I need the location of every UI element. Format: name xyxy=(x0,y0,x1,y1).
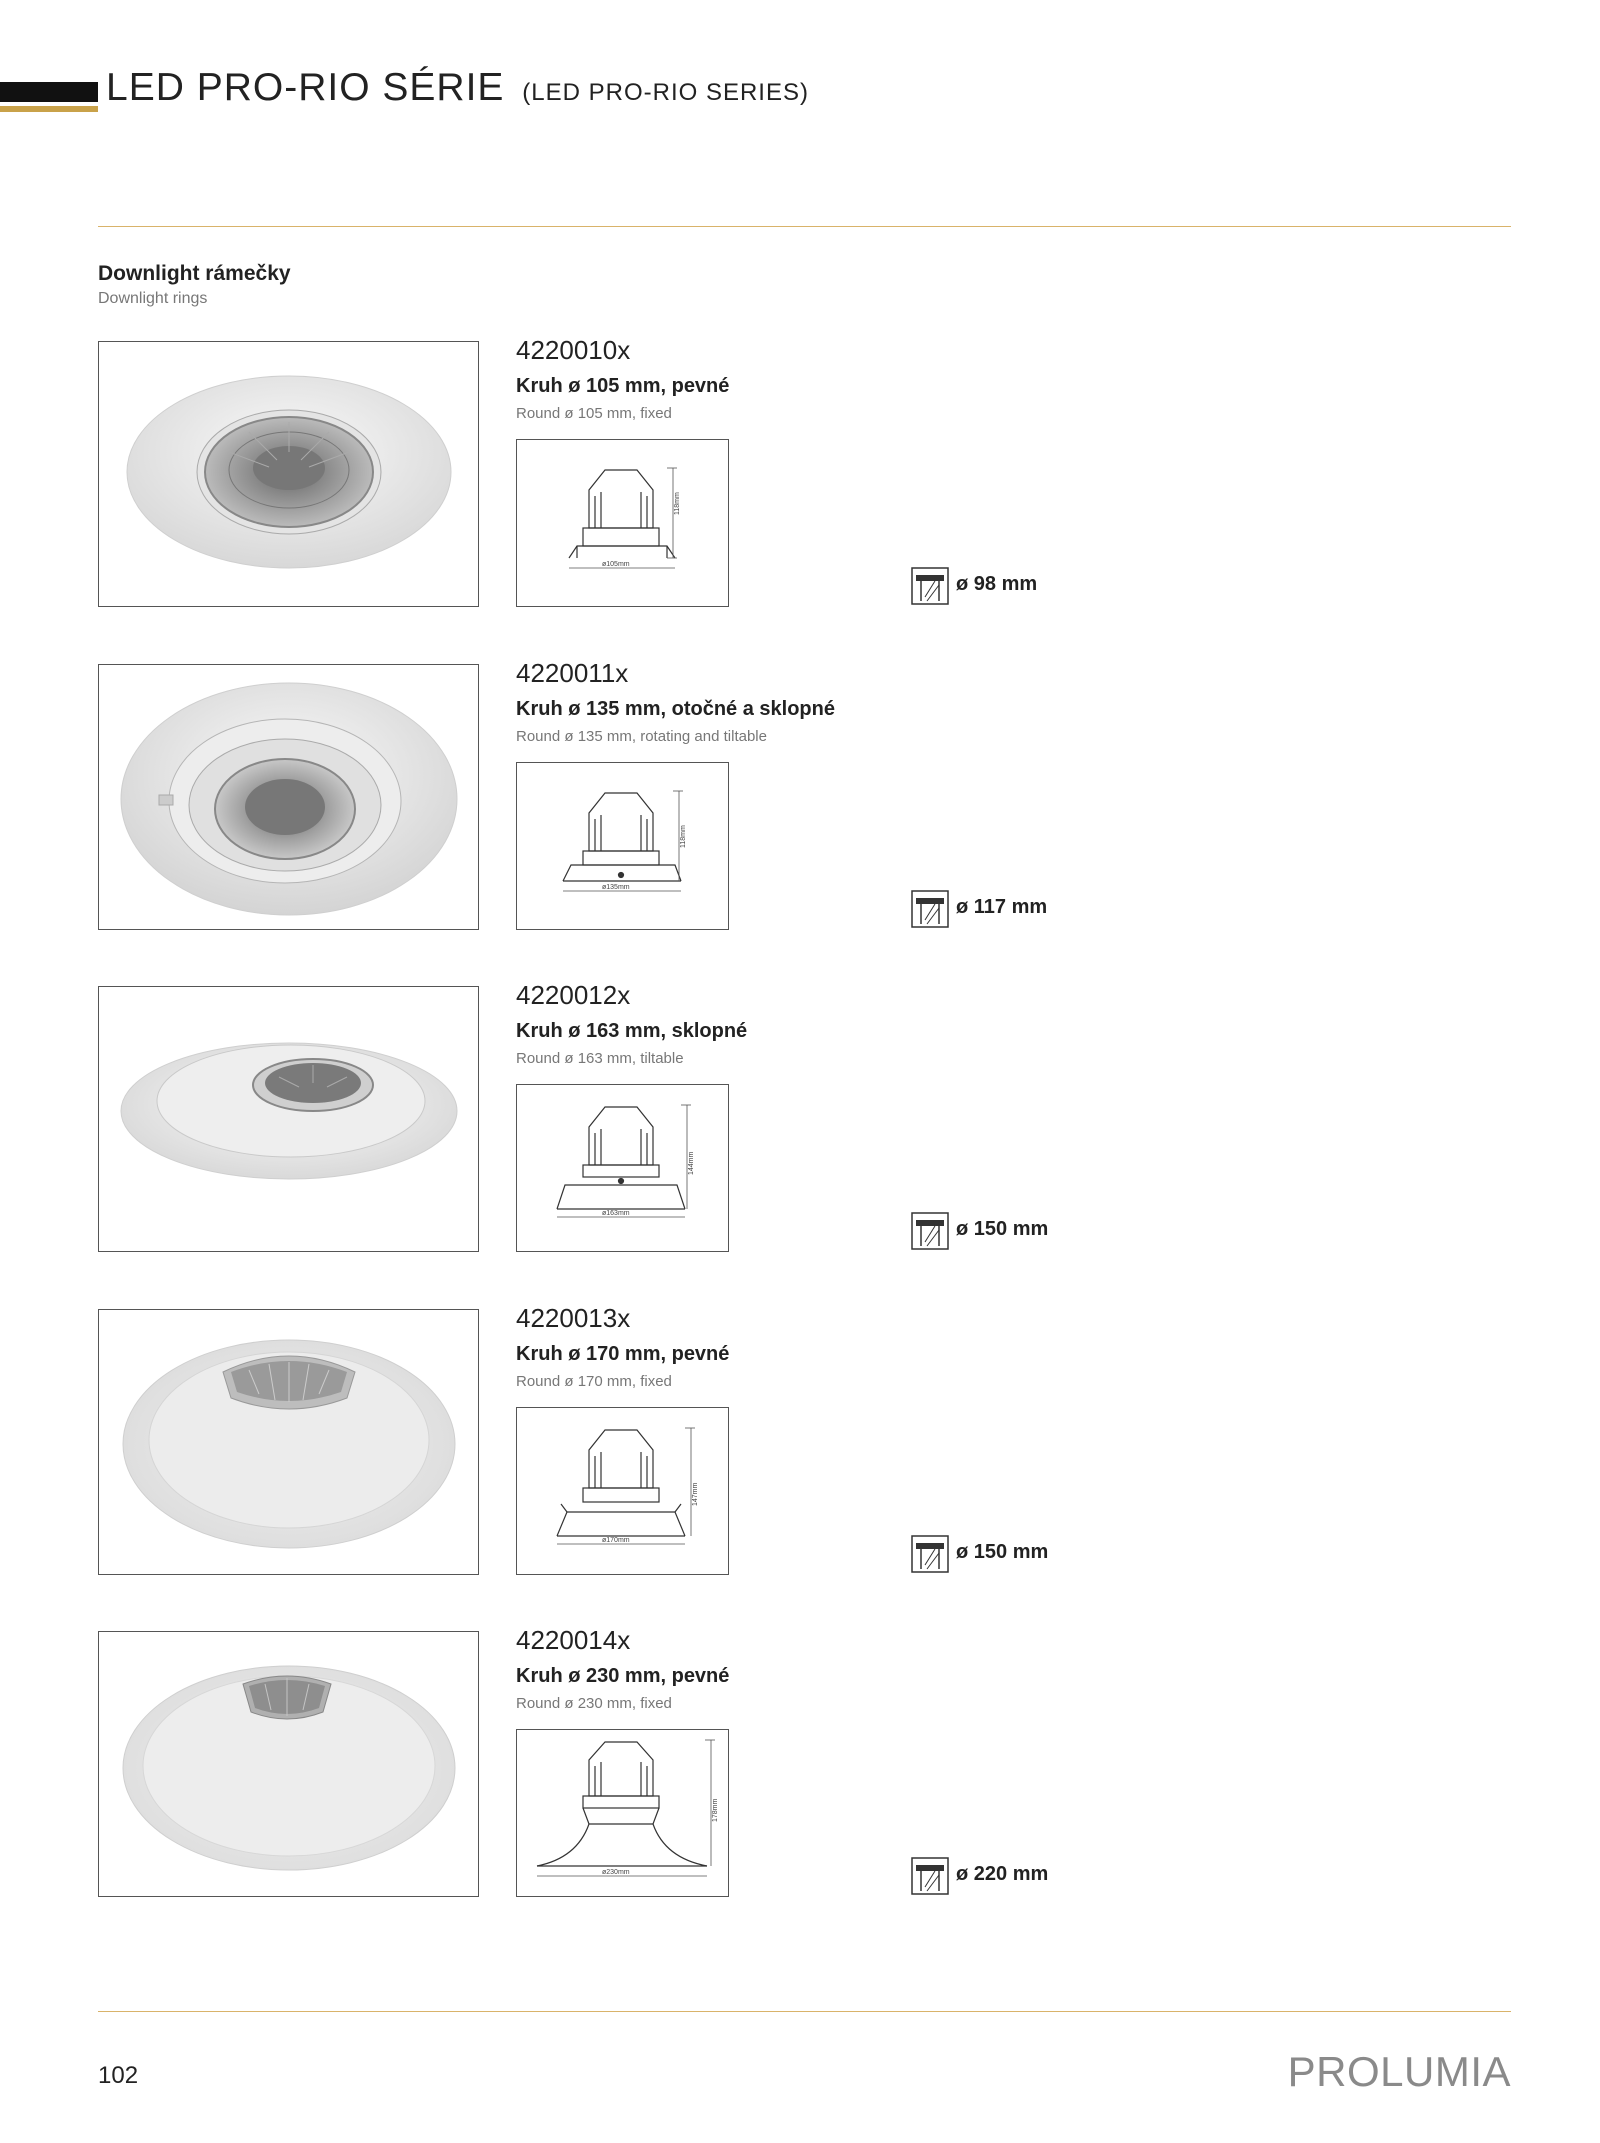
technical-drawing xyxy=(516,1084,729,1252)
product-name-en: Round ø 230 mm, fixed xyxy=(516,1695,672,1712)
cutout-value: ø 150 mm xyxy=(956,1541,1049,1563)
drawing-height-label: 144mm xyxy=(688,1151,695,1175)
brand-logo: PROLUMIA xyxy=(1287,2048,1511,2095)
cutout-icon xyxy=(911,1535,949,1573)
product-item xyxy=(0,658,1600,932)
drawing-diameter-label: ø135mm xyxy=(602,884,630,891)
drawing-diameter-label: ø163mm xyxy=(602,1210,630,1217)
drawing-height-label: 118mm xyxy=(680,825,687,848)
product-code: 4220011x xyxy=(516,658,629,688)
product-name-en: Round ø 170 mm, fixed xyxy=(516,1373,672,1390)
drawing-height-label: 147mm xyxy=(692,1482,699,1506)
product-name: Kruh ø 163 mm, sklopné xyxy=(516,1020,748,1042)
product-name-en: Round ø 163 mm, tiltable xyxy=(516,1050,684,1067)
header-bar-gold xyxy=(0,106,98,112)
technical-drawing xyxy=(516,439,729,607)
product-photo xyxy=(98,1309,479,1575)
product-code: 4220012x xyxy=(516,980,631,1010)
section-title: Downlight rámečky xyxy=(98,262,291,285)
cutout-value: ø 150 mm xyxy=(956,1218,1049,1240)
cutout-value: ø 117 mm xyxy=(956,896,1048,918)
product-item xyxy=(0,980,1600,1254)
cutout-icon xyxy=(911,1857,949,1895)
header-bar-black xyxy=(0,82,98,102)
technical-drawing xyxy=(516,1729,729,1897)
technical-drawing xyxy=(516,762,729,930)
page-title xyxy=(106,66,809,110)
cutout-icon xyxy=(911,567,949,605)
drawing-diameter-label: ø170mm xyxy=(602,1537,630,1544)
drawing-diameter-label: ø230mm xyxy=(602,1869,630,1876)
page-title-sub: (LED PRO-RIO SERIES) xyxy=(522,79,809,106)
product-photo xyxy=(98,341,479,607)
drawing-diameter-label: ø105mm xyxy=(602,561,630,568)
product-photo xyxy=(98,664,479,930)
product-name: Kruh ø 135 mm, otočné a sklopné xyxy=(516,698,835,720)
product-name: Kruh ø 230 mm, pevné xyxy=(516,1665,730,1687)
product-item xyxy=(0,1303,1600,1577)
product-code: 4220013x xyxy=(516,1303,631,1333)
page-number: 102 xyxy=(98,2062,139,2089)
product-code: 4220010x xyxy=(516,335,631,365)
product-code: 4220014x xyxy=(516,1625,631,1655)
product-item xyxy=(0,335,1600,609)
product-name-en: Round ø 135 mm, rotating and tiltable xyxy=(516,728,767,745)
product-photo xyxy=(98,986,479,1252)
product-name-en: Round ø 105 mm, fixed xyxy=(516,405,672,422)
cutout-value: ø 98 mm xyxy=(956,573,1038,595)
cutout-icon xyxy=(911,890,949,928)
section-subtitle: Downlight rings xyxy=(98,290,208,307)
bottom-rule xyxy=(98,2011,1511,2012)
cutout-icon xyxy=(911,1212,949,1250)
drawing-height-label: 118mm xyxy=(674,492,681,515)
product-name: Kruh ø 105 mm, pevné xyxy=(516,375,730,397)
technical-drawing xyxy=(516,1407,729,1575)
page-title-main: LED PRO-RIO SÉRIE xyxy=(106,66,505,109)
cutout-value: ø 220 mm xyxy=(956,1863,1049,1885)
drawing-height-label: 178mm xyxy=(712,1798,719,1822)
top-rule xyxy=(98,226,1511,227)
product-item xyxy=(0,1625,1600,1899)
product-name: Kruh ø 170 mm, pevné xyxy=(516,1343,730,1365)
product-photo xyxy=(98,1631,479,1897)
